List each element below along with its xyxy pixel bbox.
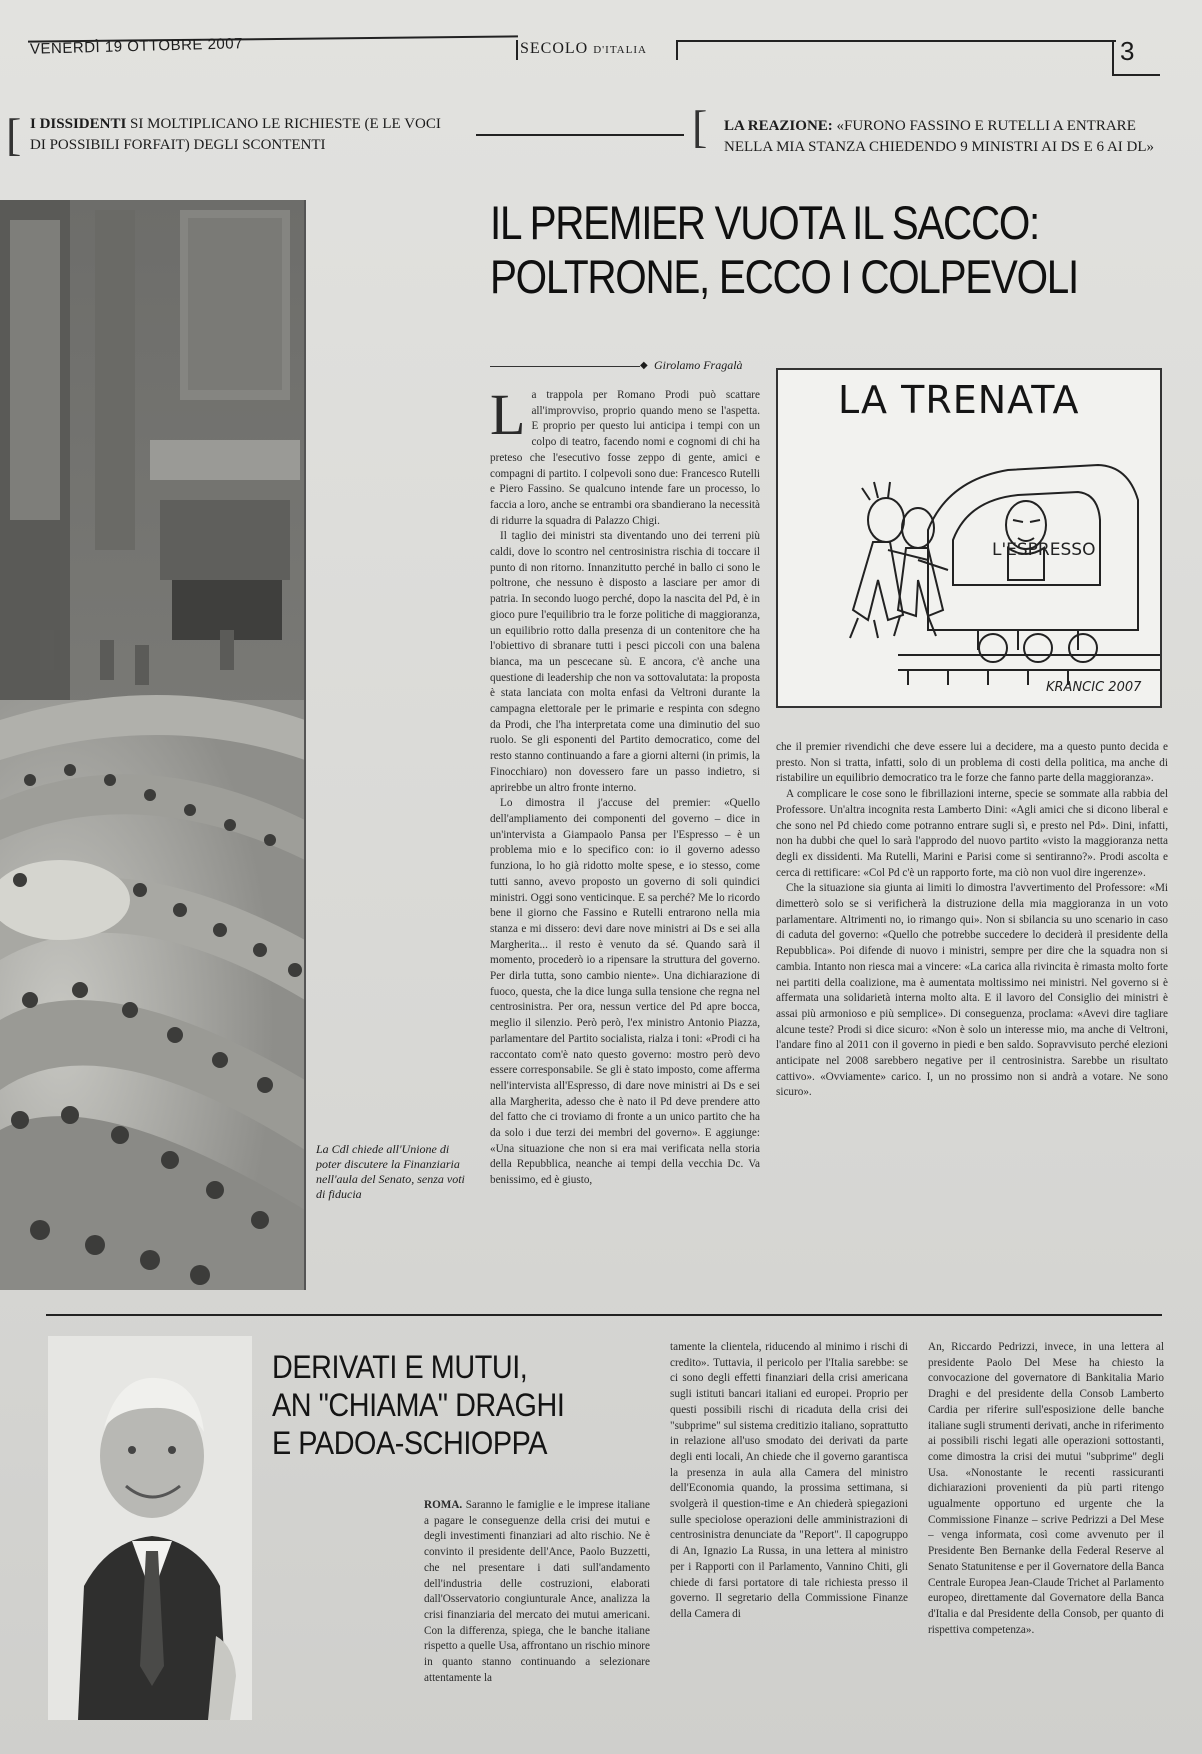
masthead-divider-right <box>676 40 678 60</box>
kicker-left <box>30 114 460 156</box>
main-col1-paragraph: a trappola per Romano Prodi può scattare all'improvviso, proprio quando meno se l'aspetta. E proprio per questo lui anticipa i tempi con un colpo di teatro, facendo nomi e cognomi di chi ha preteso che l'esecutivo fosse zeppo di gente, amici e compagni di partito. I colpevoli sono due: Francesco Rutelli e Piero Fassino. Se qualcuno intende fare un processo, lo faccia a loro, anche se entrambi ora sbandierano la necessità di ridurre la squadra di Palazzo Chigi. <box>490 389 760 527</box>
main-col2-paragraph: Che la situazione sia giunta ai limiti lo dimostra l'avvertimento del Professore: «Mi dimetterò solo se si verificherà la distruzione della mia maggioranza in un voto parlamentare. Altrimenti no, io rimango qui». Non si sbilancia su uno scenario in caso di caduta del governo: «Quello che potrebbe succedere lo deciderà il presidente della Repubblica». Poi difende di nuovo i ministri, sempre per dire che la squadra non si cambia. Intanto non riesca mai a vincere: «La carica alla rivincita è rimasta molto forte nei partiti della coalizione, ma è aumentata moltissimo nei ministri. Nel governo si è affermata una solidarietà interna molto alta. E il lavoro del Consiglio dei ministri è assai più armonioso e più semplice». Di conseguenza, proclama: «Avevi dire tagliare alcune teste? Prodi si dice sicuro: «Non è solo un interesse mio, ma anche di Veltroni, l'andare fino al 2011 con il governo in piedi e ben saldo. Sopravvisuto perché elezioni anticipate nel 2008 sarebbero negative per il centrosinistra. Sarebbe un risultato cattivo». «Ovviamente» carico. I, un no prossimo non si andrà a votare. Ne sono sicuro». <box>776 882 1168 1099</box>
senate-photo <box>0 200 305 1290</box>
byline-diamond: ◆ <box>640 360 648 371</box>
kicker-left-label: I DISSIDENTI <box>30 116 127 132</box>
kicker-right-text: «FURONO FASSINO E RUTELLI A ENTRARE NELLA MIA STANZA CHIEDENDO 9 MINISTRI AI DS E 6 AI DL» <box>724 118 1155 155</box>
second-col1-text: Saranno le famiglie e le imprese italiane a pagare le conseguenze della crisi dei mutui e degli investimenti finanziari ad alto rischio. Ne è convinto il presidente dell'Ance, Paolo Buzzetti, che nel presentare i dati sull'andamento dell'industria delle costruzioni, elaborati dall'Osservatorio congiunturale Ance, analizza la crisi finanziaria del mercato dei mutui americani. Con la differenza, spiega, che le banche italiane rispetto a quelle Usa, affrontano un rischio minore in quanto stanno continuando a selezionare attentamente la <box>424 1499 650 1684</box>
dateline: ROMA. <box>424 1499 463 1511</box>
photo-edge <box>304 200 306 1290</box>
main-col2-paragraph: A complicare le cose sono le fibrillazioni interne, specie se sommate alla rabbia del Professore. Un'altra incognita resta Lamberto Dini: «Agli amici che si dicono liberal e che sono nel Pd chiedo come potranno entrare sugli sì, e presto nel Pd». Dini, infatti, non ha dubbi che quel lo sarà l'approdo del nuovo partito «visto la maggioranza netta degli ex dissidenti. Ma Rutelli, Marini e Parisi come si sentiranno?». Prodi ascolta e cerca di rettificare: «Col Pd c'è un rapporto forte, ma ciò non vuol dire ingerenze». <box>776 788 1168 879</box>
photo-caption: La Cdl chiede all'Unione di poter discutere la Finanziaria nell'aula del Senato, senza voti di fiducia <box>316 1142 465 1201</box>
main-col1-paragraph: Il taglio dei ministri sta diventando uno dei terreni più caldi, dove lo scontro nel centrosinistra rischia di toccare il punto di non ritorno. Innanzitutto perché in ballo ci sono le poltrone, che nessuno è disposto a lasciare per amor di patria. In secondo luogo perché, dopo la nascita del Pd, è in gioco pure l'equilibrio tra le forze politiche di maggioranza, un equilibrio rotto dalla presenza di un contenitore che ha l'obiettivo di sbranare tutti i pesci piccoli con una balena bianca, ma un pescecane sù. E ancora, c'è anche una questione di leadership che non va sottovalutata: la proposta è stata lanciata con molta enfasi da Veltroni durante la campagna elettorale per le primarie e respinta con sdegno da Prodi, che l'ha interpretata come una diminutio del suo ruolo. Se gli esponenti del Partito democratico, come del resto stanno continuando a fare a giorni alterni (in primis, la Finocchiaro) non dovessero fare un passo indietro, si aprirebbe un altro fronte interno. <box>490 530 760 794</box>
second-headline-line1: DERIVATI E MUTUI, <box>272 1349 528 1385</box>
second-article-col2 <box>670 1340 908 1746</box>
cartoon-drawing <box>778 370 1160 706</box>
cartoon-signature: KRANCIC 2007 <box>1046 680 1142 695</box>
main-col2-paragraph: che il premier rivendichi che deve essere lui a decidere, ma a questo punto decida e presto. Non si tratta, infatti, solo di un problema di costi della politica, ma anche di ristabilire un equilibrio democratico tra le forze che fanno parte della maggioranza». <box>776 741 1168 785</box>
cartoon-title: LA TRENATA <box>838 378 1080 422</box>
portrait-photo <box>48 1336 252 1720</box>
kicker-right <box>724 116 1164 158</box>
second-col1-paragraph <box>424 1498 650 1686</box>
drop-cap: L <box>490 388 526 447</box>
main-headline <box>490 196 1118 304</box>
byline-rule <box>490 366 640 367</box>
second-headline-line2: AN "CHIAMA" DRAGHI <box>272 1387 565 1423</box>
issue-date: VENERDÌ 19 OTTOBRE 2007 <box>29 35 244 58</box>
second-col2-paragraph: tamente la clientela, riducendo al minimo i rischi di credito». Tuttavia, il pericolo per l'Italia sarebbe: se ci sono degli effetti finanziari della crisi americana sugli istituti bancari italiani ed europei. Proprio per questi possibili rischi di ricaduta della crisi dei "subprime" sul sistema creditizio italiano, soprattutto in relazione all'uso smodato dei derivati da parte degli enti locali, An chiede che il governo garantisca la presenza in aula alla Camera del ministro dell'Economia quando, la prossima settimana, si svolgerà il question-time e An chiederà spiegazioni sulle speciolose operazioni delle amministrazioni di centrosinistra denunciate da "Report". Il capogruppo di An, Ignazio La Russa, in una lettera al ministro per i Rapporti con il Parlamento, Vannino Chiti, gli chiede di farsi portatore di tale richiesta presso il governo. Il segretario della Commissione Finanze della Camera di <box>670 1341 908 1620</box>
cartoon-label: L'ESPRESSO <box>992 540 1096 560</box>
main-headline-line2: POLTRONE, ECCO I COLPEVOLI <box>490 250 1078 303</box>
main-headline-line1: IL PREMIER VUOTA IL SACCO: <box>490 196 1039 249</box>
kicker-right-bracket: [ <box>692 101 708 152</box>
masthead-divider-left <box>516 40 518 60</box>
kicker-left-bracket: [ <box>6 109 22 160</box>
section-divider <box>46 1314 1162 1316</box>
senate-photo-image <box>0 200 305 1290</box>
second-headline <box>272 1348 650 1462</box>
second-headline-line3: E PADOA-SCHIOPPA <box>272 1425 547 1461</box>
kicker-separator <box>476 134 684 136</box>
kicker-right-label: LA REAZIONE: <box>724 118 833 134</box>
main-col1-paragraph: Lo dimostra il j'accuse del premier: «Quello dell'ampliamento dei componenti del governo – dice in un'intervista a Giampaolo Pansa per l'Espresso – è un problema mio e lo specifico con: io il governo adesso funziona, lo ho già ridotto molte spese, e io stesso, come tutti sanno, avevo proposto un governo di soli quindici ministri. Oggi sono venticinque. E sa perché? Me lo ricordo bene il giorno che Fassino e Rutelli entrarono nella mia stanza e mi dissero: devi dare nove ministri ai Ds e sei alla Margherita... il resto è venuto da sé. Quando sarà il momento, procederò io a ripensare la struttura del governo. Per dirla tutta, sono cambio niente». Una dichiarazione di fuoco, questa, che la dice lunga sulla tensione che regna nel centrosinistra. Per ora, nessun vertice del Pd apre bocca, meglio il silenzio. Però però, l'ex ministro Antonio Piazza, parlamentare del Partito socialista, rialza i toni: «Prodi ci ha raccontato com'è nato questo governo: mostro però devo essere corresponsabile. Se gli è stato imposto, come afferma nell'intervista all'Espresso, di dare nove ministri ai Ds e sei alla Margherita, adesso che è nato il Pd deve prendere atto del fatto che ci troviamo di fronte a un unico partito che ha da solo i due terzi dei membri del governo». E aggiunge: «Una situazione che non si era mai verificata nella storia della Repubblica, neanche ai tempi della vecchia Dc. Va benissimo, ed è giusto, <box>490 797 760 1187</box>
second-article-col1 <box>424 1498 650 1746</box>
kicker-left-text: SI MOLTIPLICANO LE RICHIESTE (E LE VOCI DI POSSIBILI FORFAIT) DEGLI SCONTENTI <box>30 116 441 153</box>
second-article-col3 <box>928 1340 1164 1746</box>
byline: Girolamo Fragalà <box>654 358 743 372</box>
main-article-col2 <box>776 740 1168 1278</box>
portrait-image <box>48 1336 252 1720</box>
cartoon-box <box>776 368 1162 708</box>
main-article-col1 <box>490 388 760 1278</box>
page-number: 3 <box>1120 36 1135 66</box>
masthead-rule-right <box>676 40 1116 42</box>
paper-name: SECOLO D'ITALIA <box>520 40 647 57</box>
second-col3-paragraph: An, Riccardo Pedrizzi, invece, in una lettera al presidente Paolo Del Mese ha chiesto la convocazione del governatore di Bankitalia Mario Draghi e del presidente della Consob Lamberto Cardia per riferire sull'esposizione delle banche italiane sugli strumenti derivati, anche in riferimento ai possibili rischi legati alle operazioni sottostanti, come dimostra la crisi dei mutui "subprime" degli Usa. «Nonostante le recenti rassicuranti dichiarazioni provenienti da più parti ritengo ugualmente opportuno ed urgente che la Commissione Finanze – scrive Pedrizzi a Del Mese – venga informata, così come avvenuto per il Presidente Ben Bernanke della Federal Reserve al Senato Statunitense e per il Governatore della Banca Centrale Europea Jean-Claude Trichet al Parlamento europeo, direttamente dal Governatore della Banca d'Italia e dal Presidente della Consob, per quanto di rispettiva competenza». <box>928 1341 1164 1636</box>
